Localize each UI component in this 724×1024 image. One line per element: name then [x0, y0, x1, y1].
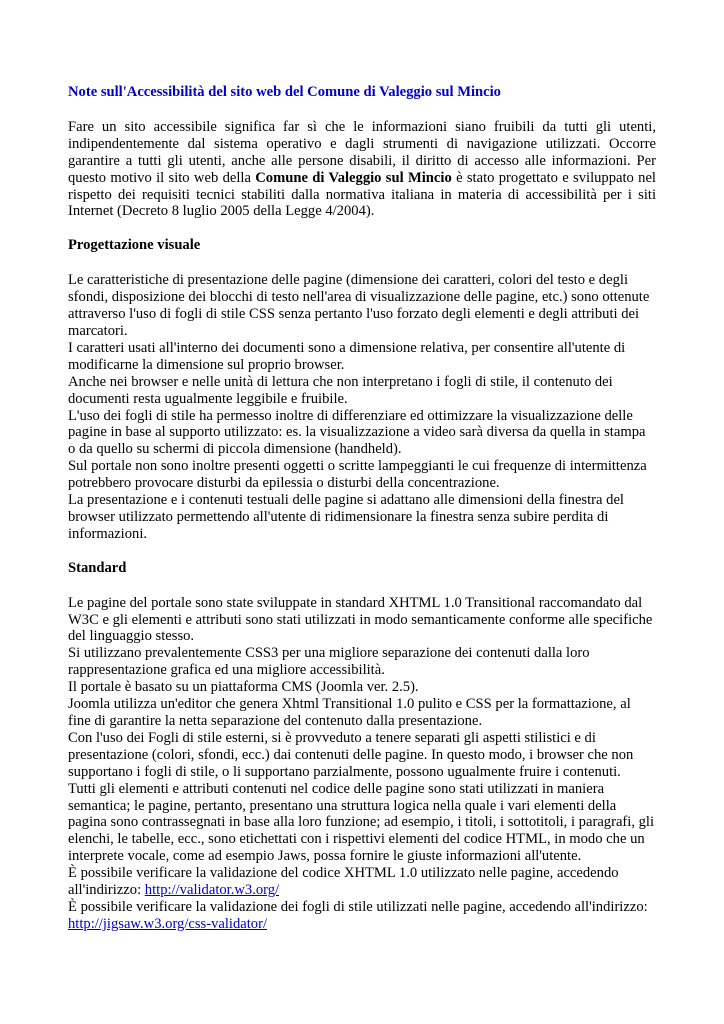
document-page [68, 84, 656, 950]
standard-paragraph: Si utilizzano prevalentemente CSS3 per una migliore separazione dei contenuti dalla loro rappresentazione grafica ed una migliore accessibilità. [68, 645, 590, 679]
css-validator-paragraph [68, 899, 656, 933]
visual-paragraph: Anche nei browser e nelle unità di lettura che non interpretano i fogli di stile, il contenuto dei documenti resta ugualmente leggibile e fruibile. [68, 373, 613, 407]
xhtml-validator-text: È possibile verificare la validazione del codice XHTML 1.0 utilizzato nelle pagine, accedendo all'indirizzo: [68, 865, 619, 899]
xhtml-validator-paragraph [68, 865, 656, 899]
intro-bold-name: Comune di Valeggio sul Mincio [255, 169, 452, 186]
section-heading-visual: Progettazione visuale [68, 237, 201, 254]
visual-paragraph: I caratteri usati all'interno dei documenti sono a dimensione relativa, per consentire all'utente di modificarne la dimensione sul proprio browser. [68, 339, 626, 373]
intro-text-1: Fare un sito accessibile significa far sì che le informazioni siano fruibili da tutti gli utenti, indipendentemente dal sistema operativo e dagli strumenti di navigazione utilizzati. Occorre garantire a tutti gli utenti, anche alle persone disabili, il diritto di accesso alle informazioni. Per questo motivo il sito web della [68, 118, 656, 186]
section-heading-standard: Standard [68, 559, 127, 576]
visual-paragraph: La presentazione e i contenuti testuali delle pagine si adattano alle dimensioni della finestra del browser utilizzato permettendo all'utente di ridimensionare la finestra senza subire perdita di informazioni. [68, 492, 624, 542]
css-validator-text: È possibile verificare la validazione dei fogli di stile utilizzati nelle pagine, accedendo all'indirizzo: [68, 898, 648, 915]
visual-paragraph: Sul portale non sono inoltre presenti oggetti o scritte lampeggianti le cui frequenze di intermittenza potrebbero provocare disturbi da epilessia o disturbi della concentrazione. [68, 458, 647, 492]
standard-paragraph: Con l'uso dei Fogli di stile esterni, si è provveduto a tenere separati gli aspetti stilistici e di presentazione (colori, sfondi, ecc.) dai contenuti delle pagine. In questo modo, i browser che non supportano i fogli di stile, o li supportano parzialmente, possono ugualmente fruire i contenuti. [68, 729, 634, 780]
intro-text-2: è stato progettato e sviluppato nel rispetto dei requisiti tecnici stabiliti dalla normativa italiana in materia di accessibilità per i siti Internet (Decreto 8 luglio 2005 della Legge 4/2004). [68, 169, 656, 220]
standard-section [68, 595, 656, 933]
visual-paragraph: Le caratteristiche di presentazione delle pagine (dimensione dei caratteri, colori del testo e degli sfondi, disposizione dei blocchi di testo nell'area di visualizzazione delle pagine, etc.) sono ottenute attraverso l'uso di fogli di stile CSS senza pertanto l'uso forzato degli elementi e degli attributi dei marcatori. [68, 272, 650, 339]
standard-paragraph: Il portale è basato su un piattaforma CMS (Joomla ver. 2.5). [68, 679, 419, 696]
xhtml-validator-link[interactable]: http://validator.w3.org/ [144, 882, 280, 899]
document-title: Note sull'Accessibilità del sito web del Comune di Valeggio sul Mincio [68, 84, 501, 100]
standard-paragraph: Joomla utilizza un'editor che genera Xhtml Transitional 1.0 pulito e CSS per la formattazione, al fine di garantire la netta separazione del contenuto dalla presentazione. [68, 696, 631, 729]
visual-section [68, 272, 656, 543]
visual-paragraph: L'uso dei fogli di stile ha permesso inoltre di differenziare ed ottimizzare la visualizzazione delle pagine in base al supporto utilizzato: es. la visualizzazione a video sarà diversa da quella in stampa o da quello su schermi di piccola dimensione (handheld). [68, 407, 646, 458]
intro-paragraph [68, 119, 656, 220]
standard-paragraph: Tutti gli elementi e attributi contenuti nel codice delle pagine sono stati utilizzati in maniera semantica; le pagine, pertanto, presentano una struttura logica nella quale i vari elementi della pagina sono contrassegnati in base alla loro funzione; ad esempio, i titoli, i sottotitoli, i paragrafi, gli elenchi, le tabelle, ecc., sono etichettati con i rispettivi elementi del codice HTML, in modo che un interprete vocale, come ad esempio Jaws, possa fornire le giuste informazioni all'utente. [68, 780, 655, 865]
css-validator-link[interactable]: http://jigsaw.w3.org/css-validator/ [68, 915, 268, 932]
standard-paragraph: Le pagine del portale sono state sviluppate in standard XHTML 1.0 Transitional raccomandato dal W3C e gli elementi e attributi sono stati utilizzati in modo semanticamente conforme alle specifiche del linguaggio stesso. [68, 594, 653, 645]
